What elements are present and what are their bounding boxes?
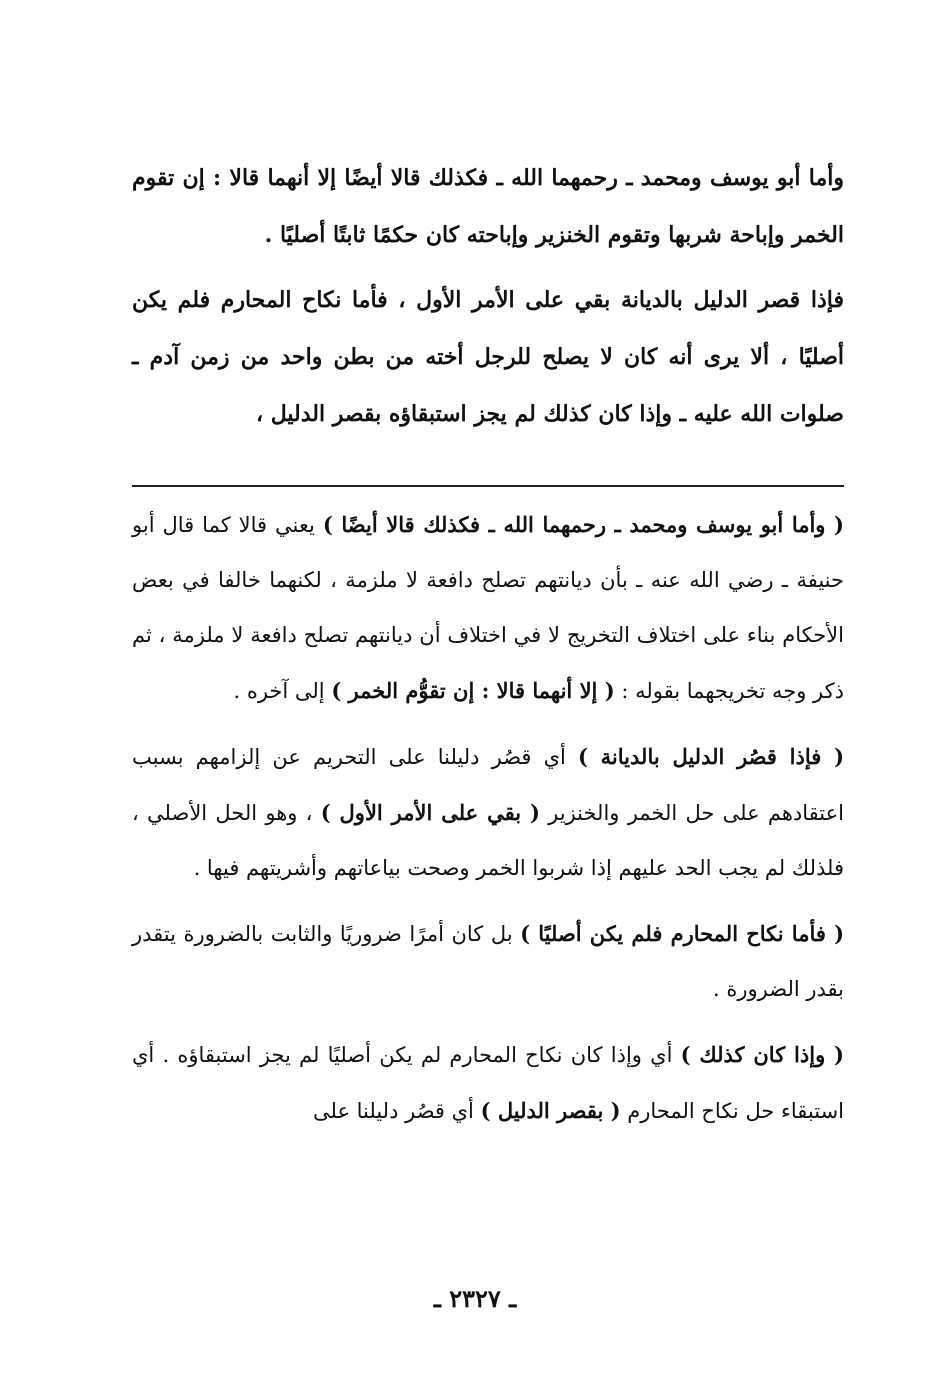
commentary-paragraph-3 xyxy=(132,906,844,1017)
commentary xyxy=(132,497,844,1149)
commentary-paragraph-2 xyxy=(132,729,844,896)
quoted-text: ( بقي على الأمر الأول ) xyxy=(320,800,540,825)
quoted-text: ( فإذا قصُر الدليل بالديانة ) xyxy=(577,744,845,769)
commentary-paragraph-4 xyxy=(132,1027,844,1139)
quoted-text: ( إلا أنهما قالا : إن تقوُّم الخمر ) xyxy=(331,678,615,703)
commentary-text: يعني قالا كما قال أبو حنيفة ـ رضي الله عنه ـ بأن ديانتهم تصلح دافعة لا ملزمة ، لكنهما خالفا في بعض الأحكام بناء على اختلاف التخريج لا في اختلاف أن ديانتهم تصلح دافعة لا ملزمة ، ثم ذكر وجه تخريجهما بقوله : xyxy=(132,513,844,703)
page-number: ـ ٢٣٢٧ ـ xyxy=(433,1284,517,1313)
quoted-text: ( وأما أبو يوسف ومحمد ـ رحمهما الله ـ فكذلك قالا أيضًا ) xyxy=(322,512,844,537)
commentary-text: أي قصُر دليلنا على التحريم عن إلزامهم بسبب اعتقادهم على حل الخمر والخنزير xyxy=(132,745,844,825)
commentary-text: ، وهو الحل الأصلي ، فلذلك لم يجب الحد عليهم إذا شربوا الخمر وصحت بياعاتهم وأشريتهم فيها . xyxy=(132,801,844,880)
commentary-paragraph-1 xyxy=(132,497,844,719)
quoted-text: ( فأما نكاح المحارم فلم يكن أصليًا ) xyxy=(520,921,845,946)
commentary-text: أي قصُر دليلنا على xyxy=(313,1099,481,1123)
main-paragraph-2: فإذا قصر الدليل بالديانة بقي على الأمر الأول ، فأما نكاح المحارم فلم يكن أصليًا ، ألا يرى أنه كان لا يصلح للرجل أخته من بطن واحد من زمن آدم ـ صلوات الله عليه ـ وإذا كان كذلك لم يجز استبقاؤه بقصر الدليل ، xyxy=(132,287,844,427)
commentary-text: أي وإذا كان نكاح المحارم لم يكن أصليًا لم يجز استبقاؤه . أي استبقاء حل نكاح المحارم xyxy=(132,1043,844,1123)
separator-line xyxy=(132,485,844,487)
commentary-text: إلى آخره . xyxy=(233,679,332,703)
quoted-text: ( وإذا كان كذلك ) xyxy=(680,1042,844,1067)
commentary-text: بل كان أمرًا ضروريًا والثابت بالضرورة يتقدر بقدر الضرورة . xyxy=(132,922,844,1001)
main-paragraph-1: وأما أبو يوسف ومحمد ـ رحمهما الله ـ فكذلك قالا أيضًا إلا أنهما قالا : إن تقوم الخمر وإباحة شربها وتقوم الخنزير وإباحته كان حكمًا ثابتًا أصليًا . xyxy=(132,165,844,248)
main-text xyxy=(132,150,844,451)
quoted-text: ( بقصر الدليل ) xyxy=(480,1098,621,1123)
